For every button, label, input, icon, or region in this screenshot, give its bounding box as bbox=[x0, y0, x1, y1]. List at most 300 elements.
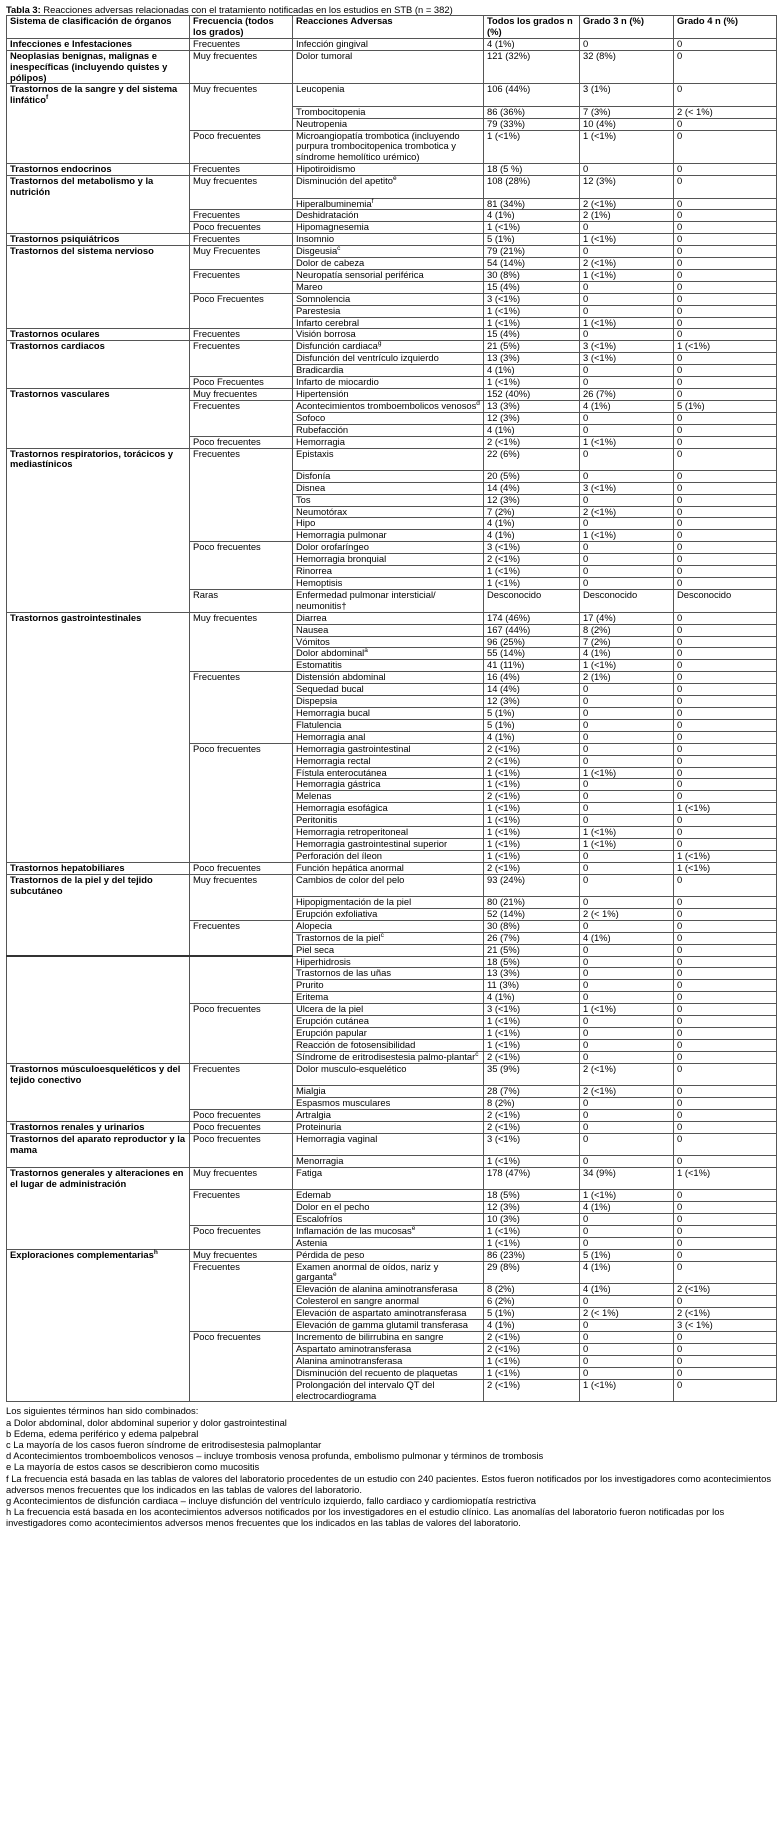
footnote-marker: g bbox=[377, 340, 382, 348]
all-grades-cell: 1 (<1%) bbox=[484, 1039, 580, 1051]
grade-4-cell: 0 bbox=[674, 992, 777, 1004]
reaction-name: Vómitos bbox=[296, 635, 330, 647]
all-grades-cell: 8 (2%) bbox=[484, 1284, 580, 1296]
organ-class-cell-empty bbox=[7, 956, 190, 968]
all-grades-cell: 35 (9%) bbox=[484, 1063, 580, 1085]
table-row bbox=[7, 234, 777, 246]
all-grades-cell: 2 (<1%) bbox=[484, 1343, 580, 1355]
all-grades-cell: 2 (<1%) bbox=[484, 743, 580, 755]
reaction-cell bbox=[293, 791, 484, 803]
frequency-cell-empty bbox=[190, 1039, 293, 1051]
footnote-marker: f bbox=[45, 94, 49, 102]
grade-4-cell: 0 bbox=[674, 210, 777, 222]
organ-class-cell bbox=[7, 862, 190, 874]
frequency-cell-empty bbox=[190, 494, 293, 506]
reaction-name: Hemorragia gástrica bbox=[296, 778, 381, 790]
frequency-cell-empty bbox=[190, 554, 293, 566]
frequency-cell-empty bbox=[190, 1213, 293, 1225]
table-row bbox=[7, 838, 777, 850]
table-row bbox=[7, 106, 777, 118]
table-row bbox=[7, 803, 777, 815]
grade-4-cell: 0 bbox=[674, 118, 777, 130]
grade-4-cell: 0 bbox=[674, 1213, 777, 1225]
grade-3-cell: 0 bbox=[580, 1296, 674, 1308]
grade-3-cell: 0 bbox=[580, 862, 674, 874]
grade-4-cell: 0 bbox=[674, 234, 777, 246]
grade-4-cell: 0 bbox=[674, 1379, 777, 1402]
organ-class-cell-empty bbox=[7, 1097, 190, 1109]
reaction-cell bbox=[293, 424, 484, 436]
reaction-name: Disgeusia bbox=[296, 245, 338, 257]
header-grade-4: Grado 4 n (%) bbox=[674, 16, 777, 39]
reaction-cell bbox=[293, 1355, 484, 1367]
frequency-cell-empty bbox=[190, 1202, 293, 1214]
grade-3-cell: 0 bbox=[580, 731, 674, 743]
reaction-name: Piel seca bbox=[296, 943, 335, 955]
table-row bbox=[7, 258, 777, 270]
reaction-name: Trastornos de la piel bbox=[296, 931, 381, 943]
frequency-cell-empty bbox=[190, 850, 293, 862]
grade-3-cell: 4 (1%) bbox=[580, 932, 674, 944]
grade-4-cell: 0 bbox=[674, 874, 777, 896]
grade-3-cell: 2 (< 1%) bbox=[580, 1308, 674, 1320]
reaction-name: Erupción cutánea bbox=[296, 1015, 369, 1027]
organ-class-cell bbox=[7, 1121, 190, 1133]
grade-4-cell: Desconocido bbox=[674, 589, 777, 612]
grade-3-cell: 0 bbox=[580, 980, 674, 992]
grade-4-cell: 0 bbox=[674, 494, 777, 506]
organ-class-cell bbox=[7, 38, 190, 50]
all-grades-cell: 2 (<1%) bbox=[484, 436, 580, 448]
reaction-name: Hemoptisis bbox=[296, 577, 343, 588]
reaction-name: Aspartato aminotransferasa bbox=[296, 1342, 412, 1354]
frequency-cell: Frecuentes bbox=[190, 1063, 293, 1085]
organ-class-cell-empty bbox=[7, 672, 190, 684]
all-grades-cell: 174 (46%) bbox=[484, 612, 580, 624]
all-grades-cell: 2 (<1%) bbox=[484, 1121, 580, 1133]
grade-3-cell: 10 (4%) bbox=[580, 118, 674, 130]
reaction-cell bbox=[293, 1320, 484, 1332]
grade-3-cell: 0 bbox=[580, 377, 674, 389]
reaction-cell bbox=[293, 1343, 484, 1355]
reaction-name: Microangiopatía trombotica (incluyendo purpura trombocitopenica trombotica y síndrome hemolítico urémico) bbox=[296, 129, 460, 163]
table-row bbox=[7, 578, 777, 590]
organ-class-label: Infecciones e Infestaciones bbox=[10, 37, 132, 49]
frequency-cell-empty bbox=[190, 1051, 293, 1063]
grade-4-cell: 0 bbox=[674, 980, 777, 992]
grade-4-cell: 1 (<1%) bbox=[674, 803, 777, 815]
reaction-cell bbox=[293, 779, 484, 791]
reaction-cell bbox=[293, 1249, 484, 1261]
all-grades-cell: 30 (8%) bbox=[484, 269, 580, 281]
reaction-name: Somnolencia bbox=[296, 292, 351, 304]
grade-3-cell: 0 bbox=[580, 1343, 674, 1355]
grade-3-cell: 0 bbox=[580, 1039, 674, 1051]
reaction-name: Dolor de cabeza bbox=[296, 257, 365, 269]
grade-3-cell: 4 (1%) bbox=[580, 648, 674, 660]
all-grades-cell: 1 (<1%) bbox=[484, 1367, 580, 1379]
reaction-name: Visión borrosa bbox=[296, 328, 356, 340]
table-row bbox=[7, 1284, 777, 1296]
grade-4-cell: 0 bbox=[674, 696, 777, 708]
reaction-name: Colesterol en sangre anormal bbox=[296, 1295, 419, 1307]
table-row bbox=[7, 696, 777, 708]
organ-class-cell-empty bbox=[7, 106, 190, 118]
frequency-cell: Raras bbox=[190, 589, 293, 612]
reaction-name: Nausea bbox=[296, 623, 329, 635]
organ-class-cell-empty bbox=[7, 980, 190, 992]
organ-class-cell-empty bbox=[7, 566, 190, 578]
reaction-name: Tos bbox=[296, 493, 311, 505]
reaction-cell bbox=[293, 838, 484, 850]
grade-4-cell: 0 bbox=[674, 506, 777, 518]
reaction-name: Menorragia bbox=[296, 1154, 344, 1166]
grade-4-cell: 0 bbox=[674, 1051, 777, 1063]
reaction-cell bbox=[293, 684, 484, 696]
grade-4-cell: 0 bbox=[674, 222, 777, 234]
table-row bbox=[7, 624, 777, 636]
frequency-cell-empty bbox=[190, 530, 293, 542]
grade-3-cell: 1 (<1%) bbox=[580, 436, 674, 448]
frequency-cell-empty bbox=[190, 470, 293, 482]
grade-3-cell: 0 bbox=[580, 293, 674, 305]
frequency-cell-empty bbox=[190, 106, 293, 118]
grade-3-cell: 0 bbox=[580, 1237, 674, 1249]
reaction-cell bbox=[293, 1225, 484, 1237]
frequency-cell-empty bbox=[190, 281, 293, 293]
all-grades-cell: 81 (34%) bbox=[484, 198, 580, 210]
reaction-cell bbox=[293, 377, 484, 389]
organ-class-cell-empty bbox=[7, 317, 190, 329]
reaction-cell bbox=[293, 400, 484, 412]
grade-3-cell: 2 (<1%) bbox=[580, 198, 674, 210]
all-grades-cell: 86 (23%) bbox=[484, 1249, 580, 1261]
reaction-cell bbox=[293, 1367, 484, 1379]
table-row bbox=[7, 944, 777, 956]
frequency-cell: Frecuentes bbox=[190, 329, 293, 341]
table-row bbox=[7, 1051, 777, 1063]
header-adverse-reaction: Reacciones Adversas bbox=[293, 16, 484, 39]
grade-3-cell: 0 bbox=[580, 518, 674, 530]
frequency-cell-empty bbox=[190, 815, 293, 827]
grade-3-cell: 17 (4%) bbox=[580, 612, 674, 624]
grade-4-cell: 0 bbox=[674, 578, 777, 590]
all-grades-cell: 4 (1%) bbox=[484, 38, 580, 50]
organ-class-cell-empty bbox=[7, 719, 190, 731]
table-row bbox=[7, 1308, 777, 1320]
organ-class-cell-empty bbox=[7, 1202, 190, 1214]
organ-class-cell-empty bbox=[7, 1155, 190, 1167]
frequency-cell: Muy frecuentes bbox=[190, 176, 293, 198]
grade-3-cell: 7 (3%) bbox=[580, 106, 674, 118]
reaction-name: Disminución del apetito bbox=[296, 175, 393, 187]
frequency-cell-empty bbox=[190, 755, 293, 767]
table-row bbox=[7, 84, 777, 106]
reaction-cell bbox=[293, 1063, 484, 1085]
reaction-cell bbox=[293, 258, 484, 270]
all-grades-cell: 4 (1%) bbox=[484, 424, 580, 436]
table-row bbox=[7, 1343, 777, 1355]
all-grades-cell: 30 (8%) bbox=[484, 920, 580, 932]
footnote-marker: c bbox=[475, 1050, 479, 1058]
reaction-name: Edemab bbox=[296, 1189, 331, 1201]
frequency-cell-empty bbox=[190, 968, 293, 980]
organ-class-label: Trastornos renales y urinarios bbox=[10, 1120, 145, 1132]
grade-4-cell: 0 bbox=[674, 1225, 777, 1237]
table-row bbox=[7, 494, 777, 506]
all-grades-cell: 14 (4%) bbox=[484, 684, 580, 696]
all-grades-cell: 1 (<1%) bbox=[484, 305, 580, 317]
reaction-cell bbox=[293, 222, 484, 234]
all-grades-cell: 5 (1%) bbox=[484, 234, 580, 246]
grade-4-cell: 0 bbox=[674, 482, 777, 494]
reaction-name: Hemorragia gastrointestinal superior bbox=[296, 837, 448, 849]
table-row bbox=[7, 1121, 777, 1133]
reaction-cell bbox=[293, 176, 484, 198]
reaction-name: Escalofríos bbox=[296, 1212, 343, 1224]
frequency-cell-empty bbox=[190, 956, 293, 968]
table-row bbox=[7, 269, 777, 281]
table-row bbox=[7, 424, 777, 436]
organ-class-cell-empty bbox=[7, 743, 190, 755]
all-grades-cell: 55 (14%) bbox=[484, 648, 580, 660]
table-row bbox=[7, 862, 777, 874]
frequency-cell-empty bbox=[190, 412, 293, 424]
table-row bbox=[7, 1332, 777, 1344]
organ-class-cell-empty bbox=[7, 1016, 190, 1028]
reaction-name: Hemorragia retroperitoneal bbox=[296, 826, 409, 838]
reaction-name: Hipotiroidismo bbox=[296, 163, 356, 175]
reaction-name: Fatiga bbox=[296, 1166, 323, 1178]
table-row bbox=[7, 1225, 777, 1237]
reaction-cell bbox=[293, 980, 484, 992]
all-grades-cell: 20 (5%) bbox=[484, 470, 580, 482]
frequency-cell-empty bbox=[190, 932, 293, 944]
reaction-cell bbox=[293, 436, 484, 448]
reaction-cell bbox=[293, 210, 484, 222]
frequency-cell-empty bbox=[190, 1379, 293, 1402]
frequency-cell-empty bbox=[190, 980, 293, 992]
organ-class-cell-empty bbox=[7, 1296, 190, 1308]
all-grades-cell: 22 (6%) bbox=[484, 448, 580, 470]
grade-4-cell: 0 bbox=[674, 1355, 777, 1367]
reaction-name: Hipopigmentación de la piel bbox=[296, 895, 412, 907]
footnote-line: c La mayoría de los casos fueron síndrome de eritrodisestesia palmoplantar bbox=[6, 1439, 322, 1451]
frequency-cell-empty bbox=[190, 1296, 293, 1308]
frequency-cell: Poco frecuentes bbox=[190, 436, 293, 448]
all-grades-cell: 1 (<1%) bbox=[484, 803, 580, 815]
reaction-cell bbox=[293, 542, 484, 554]
grade-3-cell: 3 (<1%) bbox=[580, 341, 674, 353]
table-header-row bbox=[7, 16, 777, 39]
reaction-name: Enfermedad pulmonar intersticial/ neumonitis† bbox=[296, 588, 436, 611]
grade-4-cell: 0 bbox=[674, 269, 777, 281]
grade-3-cell: 0 bbox=[580, 968, 674, 980]
reaction-cell bbox=[293, 1097, 484, 1109]
reaction-name: Hemorragia pulmonar bbox=[296, 529, 387, 541]
table-row bbox=[7, 353, 777, 365]
grade-3-cell: 12 (3%) bbox=[580, 176, 674, 198]
frequency-cell: Poco frecuentes bbox=[190, 130, 293, 164]
footnote-marker: a bbox=[364, 647, 368, 655]
organ-class-cell-empty bbox=[7, 269, 190, 281]
all-grades-cell: 7 (2%) bbox=[484, 506, 580, 518]
grade-4-cell: 0 bbox=[674, 719, 777, 731]
reaction-cell bbox=[293, 1261, 484, 1284]
reaction-name: Erupción exfoliativa bbox=[296, 907, 378, 919]
all-grades-cell: 12 (3%) bbox=[484, 1202, 580, 1214]
grade-3-cell: 2 (1%) bbox=[580, 210, 674, 222]
grade-3-cell: 0 bbox=[580, 896, 674, 908]
frequency-cell: Poco frecuentes bbox=[190, 743, 293, 755]
organ-class-label: Trastornos hepatobiliares bbox=[10, 861, 125, 873]
grade-4-cell: 0 bbox=[674, 815, 777, 827]
reaction-cell bbox=[293, 84, 484, 106]
organ-class-cell-empty bbox=[7, 1225, 190, 1237]
all-grades-cell: 54 (14%) bbox=[484, 258, 580, 270]
table-row bbox=[7, 506, 777, 518]
reaction-cell bbox=[293, 956, 484, 968]
all-grades-cell: 2 (<1%) bbox=[484, 1109, 580, 1121]
grade-3-cell: 2 (1%) bbox=[580, 672, 674, 684]
all-grades-cell: 13 (3%) bbox=[484, 968, 580, 980]
frequency-cell: Frecuentes bbox=[190, 1190, 293, 1202]
reaction-cell bbox=[293, 106, 484, 118]
frequency-cell-empty bbox=[190, 624, 293, 636]
grade-3-cell: 0 bbox=[580, 944, 674, 956]
all-grades-cell: 3 (<1%) bbox=[484, 1133, 580, 1155]
reaction-name: Pérdida de peso bbox=[296, 1248, 365, 1260]
grade-4-cell: 0 bbox=[674, 1097, 777, 1109]
table-row bbox=[7, 755, 777, 767]
table-row bbox=[7, 518, 777, 530]
grade-4-cell: 0 bbox=[674, 281, 777, 293]
table-row bbox=[7, 589, 777, 612]
organ-class-cell bbox=[7, 1167, 190, 1189]
organ-class-cell-empty bbox=[7, 779, 190, 791]
footnote-line: h La frecuencia está basada en los acontecimientos adversos notificados por los investigadores en el estudio clínico. Las anomalías del laboratorio fueron notificadas por los investigadores como acontecimientos adversos menos frecuentes que los indicados en las tablas de valores del laboratorio. bbox=[6, 1506, 725, 1529]
table-row bbox=[7, 400, 777, 412]
reaction-name: Peritonitis bbox=[296, 814, 338, 826]
all-grades-cell: 106 (44%) bbox=[484, 84, 580, 106]
reaction-cell bbox=[293, 470, 484, 482]
table-row bbox=[7, 1063, 777, 1085]
reaction-name: Mialgia bbox=[296, 1084, 326, 1096]
table-row bbox=[7, 50, 777, 84]
reaction-name: Epistaxis bbox=[296, 447, 334, 459]
table-row bbox=[7, 896, 777, 908]
reaction-name: Erupción papular bbox=[296, 1026, 367, 1038]
reaction-cell bbox=[293, 50, 484, 84]
reaction-cell bbox=[293, 612, 484, 624]
frequency-cell-empty bbox=[190, 1097, 293, 1109]
reaction-name: Artralgia bbox=[296, 1108, 331, 1120]
footnote-marker: c bbox=[380, 931, 384, 939]
reaction-name: Mareo bbox=[296, 280, 323, 292]
all-grades-cell: 3 (<1%) bbox=[484, 293, 580, 305]
reaction-cell bbox=[293, 506, 484, 518]
frequency-cell-empty bbox=[190, 305, 293, 317]
reaction-cell bbox=[293, 317, 484, 329]
reaction-cell bbox=[293, 1379, 484, 1402]
grade-3-cell: 0 bbox=[580, 246, 674, 258]
grade-3-cell: 4 (1%) bbox=[580, 1202, 674, 1214]
reaction-cell bbox=[293, 1004, 484, 1016]
reaction-name: Dolor musculo-esquelético bbox=[296, 1062, 407, 1074]
reaction-cell bbox=[293, 719, 484, 731]
reaction-cell bbox=[293, 589, 484, 612]
table-row bbox=[7, 779, 777, 791]
organ-class-cell bbox=[7, 50, 190, 84]
organ-class-cell-empty bbox=[7, 660, 190, 672]
grade-4-cell: 0 bbox=[674, 636, 777, 648]
table-row bbox=[7, 246, 777, 258]
all-grades-cell: 52 (14%) bbox=[484, 908, 580, 920]
grade-4-cell: 0 bbox=[674, 920, 777, 932]
reaction-name: Espasmos musculares bbox=[296, 1096, 391, 1108]
all-grades-cell: 14 (4%) bbox=[484, 482, 580, 494]
all-grades-cell: 12 (3%) bbox=[484, 412, 580, 424]
all-grades-cell: 13 (3%) bbox=[484, 400, 580, 412]
frequency-cell-empty bbox=[190, 118, 293, 130]
organ-class-cell-empty bbox=[7, 636, 190, 648]
frequency-cell-empty bbox=[190, 660, 293, 672]
table-row bbox=[7, 305, 777, 317]
footnote-marker: c bbox=[337, 245, 341, 252]
reaction-cell bbox=[293, 1308, 484, 1320]
organ-class-cell-empty bbox=[7, 353, 190, 365]
frequency-cell: Poco frecuentes bbox=[190, 1004, 293, 1016]
all-grades-cell: 178 (47%) bbox=[484, 1167, 580, 1189]
grade-3-cell: 0 bbox=[580, 1320, 674, 1332]
frequency-cell-empty bbox=[190, 518, 293, 530]
reaction-cell bbox=[293, 281, 484, 293]
organ-class-cell bbox=[7, 1133, 190, 1155]
grade-4-cell: 0 bbox=[674, 246, 777, 258]
reaction-name: Hiperhidrosis bbox=[296, 955, 351, 967]
organ-class-cell-empty bbox=[7, 932, 190, 944]
frequency-cell: Frecuentes bbox=[190, 341, 293, 353]
table-row bbox=[7, 767, 777, 779]
grade-4-cell: 0 bbox=[674, 791, 777, 803]
frequency-cell: Poco frecuentes bbox=[190, 1121, 293, 1133]
all-grades-cell: 6 (2%) bbox=[484, 1296, 580, 1308]
frequency-cell: Muy frecuentes bbox=[190, 50, 293, 84]
reaction-name: Trombocitopenia bbox=[296, 105, 366, 117]
frequency-cell-empty bbox=[190, 731, 293, 743]
frequency-cell-empty bbox=[190, 1016, 293, 1028]
table-row bbox=[7, 281, 777, 293]
grade-4-cell: 0 bbox=[674, 838, 777, 850]
reaction-cell bbox=[293, 365, 484, 377]
grade-4-cell: 2 (< 1%) bbox=[674, 106, 777, 118]
organ-class-cell bbox=[7, 389, 190, 401]
reaction-cell bbox=[293, 827, 484, 839]
table-row bbox=[7, 1355, 777, 1367]
reaction-cell bbox=[293, 850, 484, 862]
organ-class-cell-empty bbox=[7, 1039, 190, 1051]
grade-3-cell: 0 bbox=[580, 1213, 674, 1225]
all-grades-cell: 96 (25%) bbox=[484, 636, 580, 648]
reaction-name: Disminución del recuento de plaquetas bbox=[296, 1366, 458, 1378]
grade-3-cell: 1 (<1%) bbox=[580, 530, 674, 542]
grade-3-cell: 0 bbox=[580, 956, 674, 968]
footnote-line: e La mayoría de estos casos se describieron como mucositis bbox=[6, 1461, 260, 1473]
table-row bbox=[7, 389, 777, 401]
frequency-cell-empty bbox=[190, 258, 293, 270]
frequency-cell-empty bbox=[190, 1155, 293, 1167]
table-row bbox=[7, 956, 777, 968]
